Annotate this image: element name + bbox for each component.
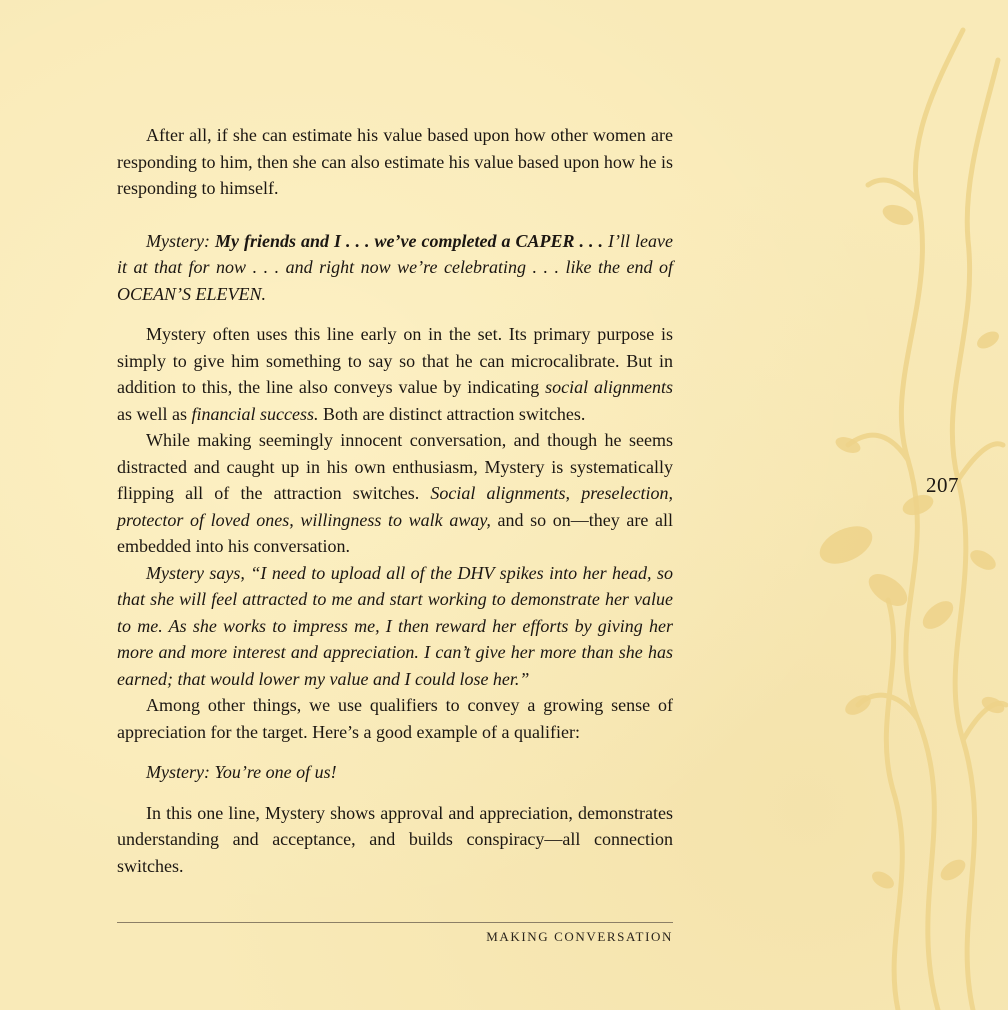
dialog-bold-text: My friends and I . . . we’ve completed a CAPER . . .	[214, 230, 604, 251]
paragraph	[117, 800, 673, 880]
paragraph	[117, 321, 673, 427]
running-footer: MAKING CONVERSATION	[486, 929, 673, 944]
dialog-paragraph	[117, 560, 673, 693]
dialog-speaker: Mystery:	[146, 230, 210, 251]
body-text	[117, 122, 673, 879]
italic-phrase: financial success.	[191, 403, 319, 424]
dialog-paragraph	[117, 759, 673, 786]
paragraph-text: While making seemingly innocent conversation, and though he seems distracted and caught up in his own enthusiasm, Mystery is systematically flipping all of the attraction switches.	[117, 430, 673, 503]
paragraph-text: Mystery often uses this line early on in the set. Its primary purpose is simply to give him something to say so that he can microcalibrate. But in addition to this, the line also conveys value by indicating	[117, 324, 673, 397]
quote-text: Mystery says, “I need to upload all of the DHV spikes into her head, so that she will feel attracted to me and start working to demonstrate her value to me. As she works to impress me, I then reward her efforts by giving her more and more interest and appreciation. I can’t give her more than she has earned; that would lower my value and I could lose her.”	[117, 562, 673, 689]
vine-ornament	[788, 0, 1008, 1010]
italic-phrase: Social alignments, preselection, protector of loved ones, willingness to walk away,	[117, 483, 673, 530]
paragraph-text: In this one line, Mystery shows approval and appreciation, demonstrates understanding and acceptance, and builds conspiracy—all connection switches.	[117, 802, 673, 876]
dialog-paragraph	[117, 228, 673, 308]
italic-phrase: social alignments	[545, 377, 674, 397]
dialog-text: Mystery: You’re one of us!	[146, 762, 337, 782]
paragraph	[117, 692, 673, 745]
paragraph	[117, 122, 673, 202]
paragraph-text: Among other things, we use qualifiers to convey a growing sense of appreciation for the target. Here’s a good example of a qualifier:	[117, 695, 673, 742]
page-number: 207	[926, 473, 959, 497]
paragraph-text: Both are distinct attraction switches.	[322, 403, 586, 424]
paragraph-text: and so on—they are all embedded into his conversation.	[117, 509, 674, 556]
paragraph-text: After all, if she can estimate his value based upon how other women are responding to him, then she can also estimate his value based upon how he is responding to himself.	[117, 125, 673, 198]
paragraph	[117, 427, 673, 560]
dialog-text: I’ll leave it at that for now . . . and right now we’re celebrating . . . like the end of OCEAN’S ELEVEN.	[117, 230, 674, 304]
footer-rule	[117, 922, 673, 923]
paragraph-text: as well as	[117, 403, 187, 424]
